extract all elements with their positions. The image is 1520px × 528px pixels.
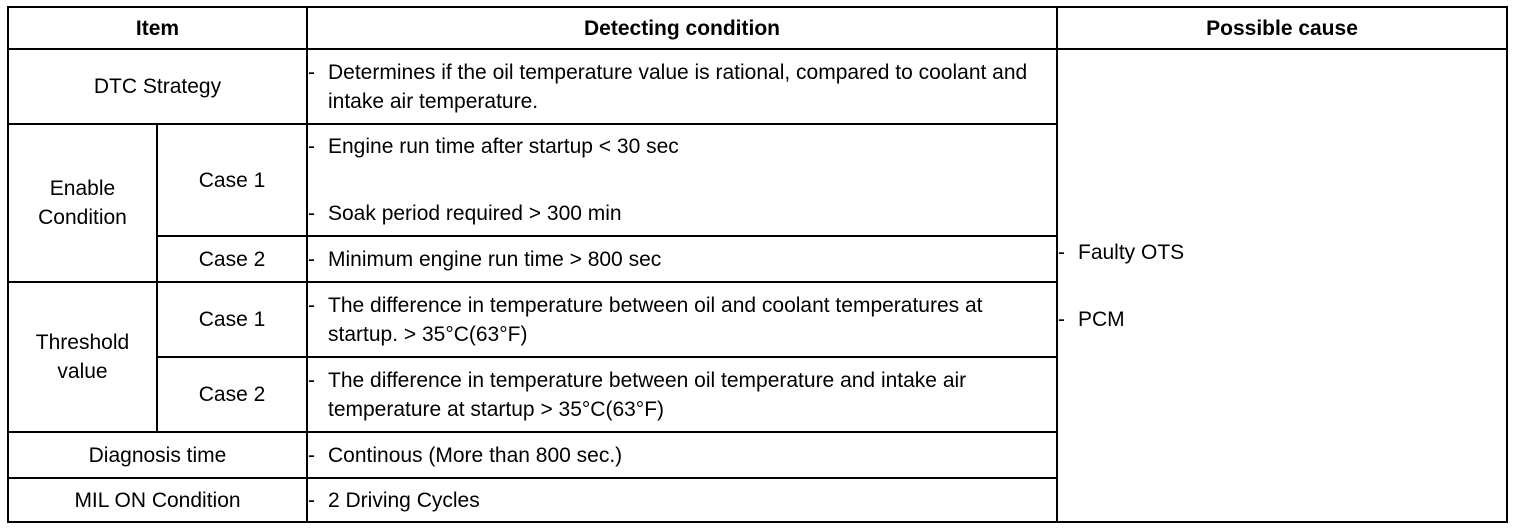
bullet-dash: - [308,488,315,512]
bullet-dash: - [1058,240,1065,264]
label-enable-case-1: Case 1 [157,124,307,236]
condition-enable-case-1 [307,124,1057,236]
condition-diagnosis-time [307,432,1057,478]
bullet-dash: - [308,135,315,158]
label-dtc-strategy: DTC Strategy [8,49,307,124]
label-enable-case-2: Case 2 [157,236,307,282]
condition-mil-on [307,478,1057,522]
bullet-dash: - [308,293,315,317]
condition-enable-case-2 [307,236,1057,282]
condition-text: Soak period required > 300 min [328,202,622,225]
cause-text: PCM [1078,307,1125,331]
condition-text: Engine run time after startup < 30 sec [328,135,679,158]
cause-text: Faulty OTS [1078,240,1185,264]
condition-text: Determines if the oil temperature value is rational, compared to coolant and intake air temperature. [328,60,1028,113]
bullet-dash: - [308,202,315,225]
condition-text: Minimum engine run time > 800 sec [328,247,662,271]
condition-dtc-strategy [307,49,1057,124]
cause-faulty-ots [1058,238,1506,305]
bullet-dash: - [308,60,315,84]
condition-threshold-case-2 [307,357,1057,432]
header-detecting-condition: Detecting condition [307,7,1057,49]
bullet-dash: - [1058,307,1065,331]
label-threshold-case-2: Case 2 [157,357,307,432]
label-threshold-value: Threshold value [8,282,157,432]
label-threshold-case-1: Case 1 [157,282,307,357]
header-item: Item [8,7,307,49]
bullet-dash: - [308,443,315,467]
label-diagnosis-time: Diagnosis time [8,432,307,478]
possible-cause-cell [1057,49,1507,522]
table-header-row [8,7,1507,49]
cause-pcm [1058,305,1506,334]
label-mil-on-condition: MIL ON Condition [8,478,307,522]
header-possible-cause: Possible cause [1057,7,1507,49]
bullet-dash: - [308,368,315,392]
dtc-spec-table [7,6,1508,523]
row-dtc-strategy [8,49,1507,124]
condition-threshold-case-1 [307,282,1057,357]
bullet-dash: - [308,247,315,271]
condition-text: Continous (More than 800 sec.) [328,443,623,467]
condition-text: The difference in temperature between oil temperature and intake air temperature at startup > 35°C(63°F) [328,368,967,421]
label-enable-condition: Enable Condition [8,124,157,282]
condition-text: The difference in temperature between oil and coolant temperatures at startup. > 35°C(63°F) [328,293,983,346]
condition-text: 2 Driving Cycles [328,488,480,512]
